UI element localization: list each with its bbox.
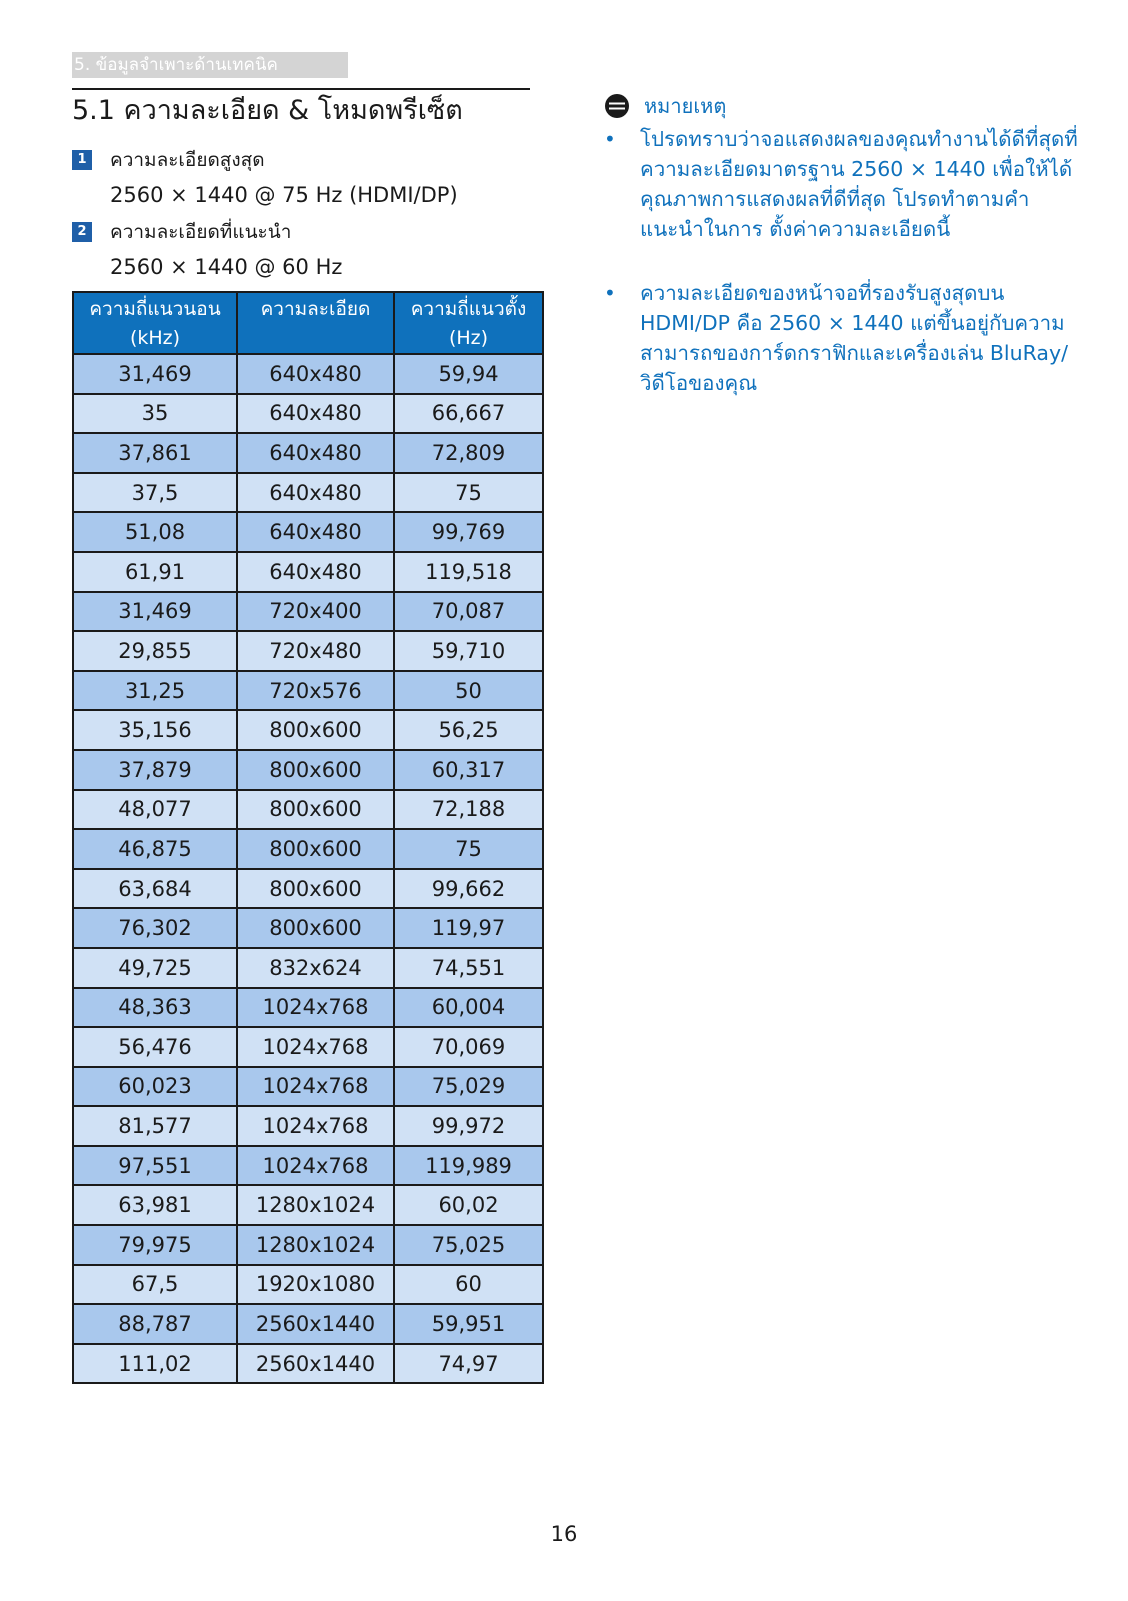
cell-vertical-frequency: 99,972 — [394, 1106, 543, 1146]
table-row — [73, 1265, 543, 1305]
cell-vertical-frequency: 70,087 — [394, 592, 543, 632]
cell-horizontal-frequency: 63,684 — [73, 869, 237, 909]
cell-resolution: 640x480 — [237, 552, 394, 592]
cell-horizontal-frequency: 67,5 — [73, 1265, 237, 1305]
max-resolution-label: ความละเอียดสูงสุด — [110, 149, 265, 171]
cell-horizontal-frequency: 37,879 — [73, 750, 237, 790]
cell-resolution: 640x480 — [237, 512, 394, 552]
cell-horizontal-frequency: 48,077 — [73, 790, 237, 830]
table-row — [73, 1304, 543, 1344]
recommended-resolution-value: 2560 × 1440 @ 60 Hz — [110, 255, 343, 279]
cell-vertical-frequency: 75 — [394, 829, 543, 869]
cell-resolution: 1280x1024 — [237, 1185, 394, 1225]
page-number: 16 — [550, 1522, 578, 1546]
cell-vertical-frequency: 70,069 — [394, 1027, 543, 1067]
cell-horizontal-frequency: 61,91 — [73, 552, 237, 592]
table-row — [73, 671, 543, 711]
cell-resolution: 832x624 — [237, 948, 394, 988]
table-row — [73, 473, 543, 513]
cell-horizontal-frequency: 35,156 — [73, 710, 237, 750]
cell-horizontal-frequency: 31,469 — [73, 592, 237, 632]
table-row — [73, 1185, 543, 1225]
table-row — [73, 1344, 543, 1384]
cell-vertical-frequency: 74,97 — [394, 1344, 543, 1384]
table-row — [73, 829, 543, 869]
note-title: หมายเหตุ — [644, 94, 727, 118]
cell-vertical-frequency: 50 — [394, 671, 543, 711]
bullet-icon: • — [604, 127, 616, 151]
cell-vertical-frequency: 72,809 — [394, 433, 543, 473]
page-title: 5.1 ความละเอียด & โหมดพรีเซ็ต — [72, 95, 463, 126]
cell-resolution: 800x600 — [237, 790, 394, 830]
cell-vertical-frequency: 56,25 — [394, 710, 543, 750]
cell-vertical-frequency: 60 — [394, 1265, 543, 1305]
note-header — [604, 92, 726, 120]
table-row — [73, 1146, 543, 1186]
cell-vertical-frequency: 60,004 — [394, 988, 543, 1028]
cell-vertical-frequency: 119,97 — [394, 908, 543, 948]
cell-horizontal-frequency: 35 — [73, 394, 237, 434]
table-row — [73, 631, 543, 671]
cell-vertical-frequency: 59,710 — [394, 631, 543, 671]
cell-horizontal-frequency: 56,476 — [73, 1027, 237, 1067]
table-row — [73, 988, 543, 1028]
table-row — [73, 948, 543, 988]
cell-vertical-frequency: 75 — [394, 473, 543, 513]
cell-horizontal-frequency: 88,787 — [73, 1304, 237, 1344]
recommended-resolution-label: ความละเอียดที่แนะนำ — [110, 221, 292, 243]
cell-vertical-frequency: 99,662 — [394, 869, 543, 909]
section-tab: 5. ข้อมูลจำเพาะด้านเทคนิค — [72, 52, 348, 78]
cell-resolution: 1024x768 — [237, 1146, 394, 1186]
cell-resolution: 2560x1440 — [237, 1344, 394, 1384]
table-row — [73, 1067, 543, 1107]
table-row — [73, 394, 543, 434]
table-row — [73, 710, 543, 750]
note-icon — [604, 93, 630, 119]
cell-horizontal-frequency: 31,25 — [73, 671, 237, 711]
cell-resolution: 1024x768 — [237, 1106, 394, 1146]
header-horizontal-frequency: ความถี่แนวนอน (kHz) — [73, 292, 237, 354]
cell-vertical-frequency: 72,188 — [394, 790, 543, 830]
cell-resolution: 720x480 — [237, 631, 394, 671]
cell-horizontal-frequency: 63,981 — [73, 1185, 237, 1225]
cell-resolution: 720x576 — [237, 671, 394, 711]
cell-horizontal-frequency: 60,023 — [73, 1067, 237, 1107]
cell-vertical-frequency: 119,989 — [394, 1146, 543, 1186]
cell-resolution: 800x600 — [237, 710, 394, 750]
cell-resolution: 1024x768 — [237, 1067, 394, 1107]
cell-vertical-frequency: 66,667 — [394, 394, 543, 434]
cell-vertical-frequency: 60,02 — [394, 1185, 543, 1225]
cell-resolution: 640x480 — [237, 354, 394, 394]
table-row — [73, 552, 543, 592]
title-divider — [72, 88, 530, 90]
cell-vertical-frequency: 75,029 — [394, 1067, 543, 1107]
cell-resolution: 800x600 — [237, 750, 394, 790]
cell-resolution: 800x600 — [237, 829, 394, 869]
cell-horizontal-frequency: 76,302 — [73, 908, 237, 948]
cell-vertical-frequency: 75,025 — [394, 1225, 543, 1265]
cell-horizontal-frequency: 46,875 — [73, 829, 237, 869]
cell-resolution: 640x480 — [237, 473, 394, 513]
cell-horizontal-frequency: 51,08 — [73, 512, 237, 552]
cell-vertical-frequency: 99,769 — [394, 512, 543, 552]
cell-vertical-frequency: 59,951 — [394, 1304, 543, 1344]
cell-resolution: 800x600 — [237, 908, 394, 948]
preset-modes-table — [72, 291, 544, 1384]
cell-resolution: 640x480 — [237, 394, 394, 434]
cell-resolution: 1024x768 — [237, 1027, 394, 1067]
cell-resolution: 720x400 — [237, 592, 394, 632]
item-number-badge-2: 2 — [72, 222, 92, 242]
header-vertical-frequency: ความถี่แนวตั้ง (Hz) — [394, 292, 543, 354]
cell-horizontal-frequency: 79,975 — [73, 1225, 237, 1265]
cell-horizontal-frequency: 29,855 — [73, 631, 237, 671]
item-number-badge-1: 1 — [72, 150, 92, 170]
cell-resolution: 640x480 — [237, 433, 394, 473]
cell-horizontal-frequency: 37,861 — [73, 433, 237, 473]
header-resolution: ความละเอียด — [237, 292, 394, 354]
cell-resolution: 1920x1080 — [237, 1265, 394, 1305]
table-row — [73, 512, 543, 552]
cell-vertical-frequency: 74,551 — [394, 948, 543, 988]
cell-resolution: 2560x1440 — [237, 1304, 394, 1344]
table-row — [73, 790, 543, 830]
cell-horizontal-frequency: 31,469 — [73, 354, 237, 394]
table-row — [73, 908, 543, 948]
table-header-row — [73, 292, 543, 354]
cell-vertical-frequency: 119,518 — [394, 552, 543, 592]
cell-horizontal-frequency: 97,551 — [73, 1146, 237, 1186]
cell-vertical-frequency: 60,317 — [394, 750, 543, 790]
note-item-max-resolution: ความละเอียดของหน้าจอที่รองรับสูงสุดบน HDMI/DP คือ 2560 × 1440 แต่ขึ้นอยู่กับความสามารถของการ์ดกราฟิกและเครื่องเล่น BluRay/วิดีโอของคุณ — [640, 281, 1068, 395]
cell-resolution: 800x600 — [237, 869, 394, 909]
table-row — [73, 1027, 543, 1067]
cell-resolution: 1024x768 — [237, 988, 394, 1028]
table-row — [73, 1106, 543, 1146]
cell-horizontal-frequency: 49,725 — [73, 948, 237, 988]
table-row — [73, 433, 543, 473]
table-row — [73, 750, 543, 790]
cell-resolution: 1280x1024 — [237, 1225, 394, 1265]
table-row — [73, 1225, 543, 1265]
table-row — [73, 869, 543, 909]
cell-horizontal-frequency: 48,363 — [73, 988, 237, 1028]
cell-vertical-frequency: 59,94 — [394, 354, 543, 394]
table-row — [73, 592, 543, 632]
cell-horizontal-frequency: 37,5 — [73, 473, 237, 513]
cell-horizontal-frequency: 81,577 — [73, 1106, 237, 1146]
max-resolution-value: 2560 × 1440 @ 75 Hz (HDMI/DP) — [110, 183, 458, 207]
note-item-standard-resolution: โปรดทราบว่าจอแสดงผลของคุณทำงานได้ดีที่สุดที่ความละเอียดมาตรฐาน 2560 × 1440 เพื่อให้ได้คุณภาพการแสดงผลที่ดีที่สุด โปรดทำตามคำแนะนำในการ ตั้งค่าความละเอียดนี้ — [640, 127, 1078, 241]
cell-horizontal-frequency: 111,02 — [73, 1344, 237, 1384]
bullet-icon: • — [604, 281, 616, 305]
table-row — [73, 354, 543, 394]
